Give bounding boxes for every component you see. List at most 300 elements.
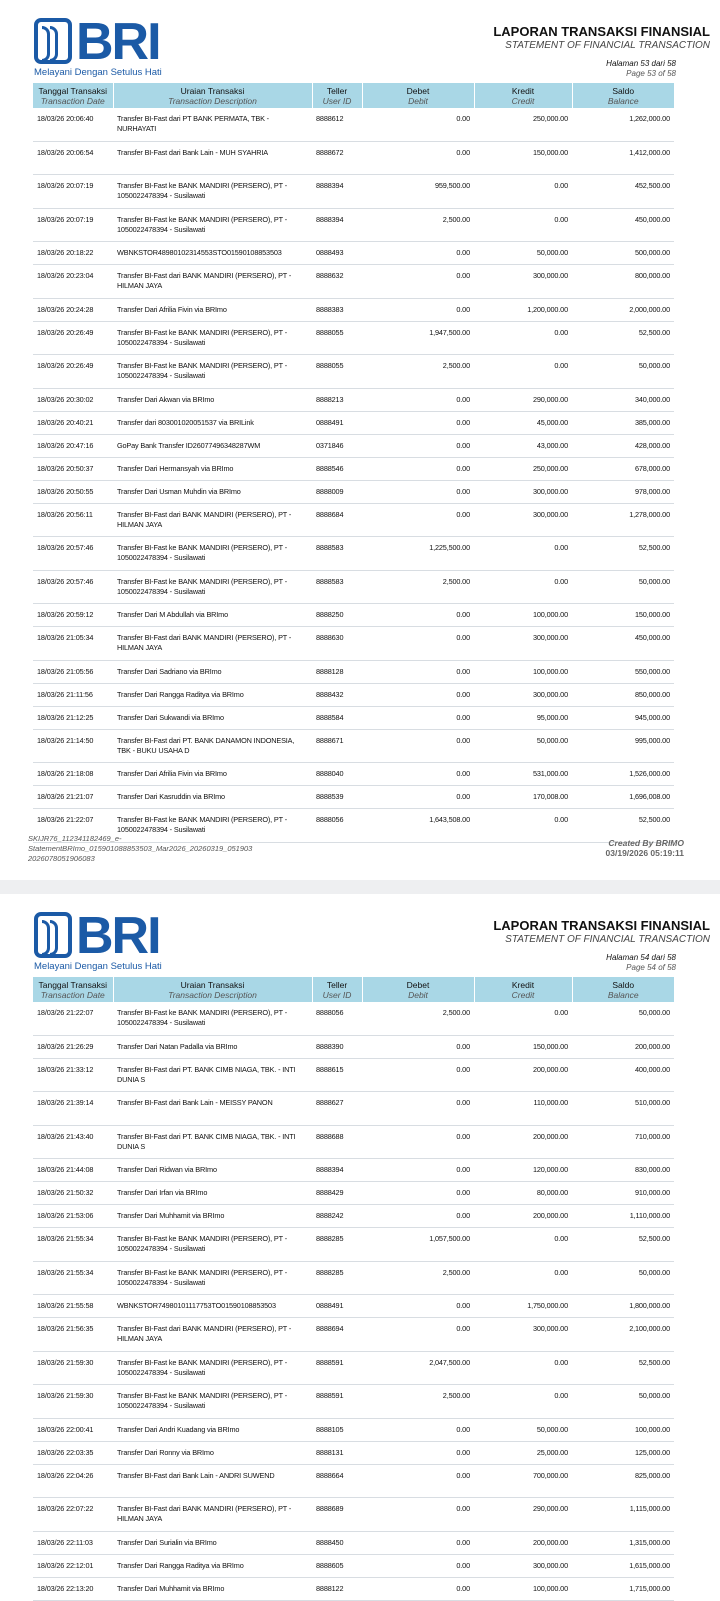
table-row [33,1125,674,1159]
cell-credit: 0.00 [474,355,572,389]
cell-desc: Transfer Dari Hermansyah via BRImo [113,457,312,480]
cell-teller: 8888539 [312,786,362,809]
cell-balance: 830,000.00 [572,1159,674,1182]
column-header-date [33,977,113,1002]
cell-desc: Transfer BI-Fast ke BANK MANDIRI (PERSERO), PT - 1050022478394 - Susilawati [113,537,312,571]
cell-balance: 1,115,000.00 [572,1498,674,1532]
column-label: Tanggal Transaksi [38,979,107,990]
cell-desc: Transfer BI-Fast ke BANK MANDIRI (PERSERO), PT - 1050022478394 - Susilawati [113,809,312,843]
cell-date: 18/03/26 21:59:30 [33,1385,113,1419]
table-row [33,1035,674,1058]
cell-teller: 8888627 [312,1092,362,1126]
cell-date: 18/03/26 21:55:34 [33,1228,113,1262]
cell-date: 18/03/26 20:47:16 [33,434,113,457]
created-at: 03/19/2026 05:19:11 [605,848,684,858]
cell-teller: 8888583 [312,570,362,604]
table-row [33,1002,674,1035]
cell-teller: 8888128 [312,660,362,683]
cell-balance: 910,000.00 [572,1182,674,1205]
cell-credit: 200,000.00 [474,1531,572,1554]
page-number-en: Page 54 of 58 [626,963,676,972]
cell-desc: Transfer Dari Ridwan via BRImo [113,1159,312,1182]
cell-date: 18/03/26 21:11:56 [33,683,113,706]
table-row [33,298,674,321]
table-header [33,977,674,1002]
cell-debit: 0.00 [362,729,474,763]
cell-desc: Transfer BI-Fast dari PT. BANK CIMB NIAGA, TBK. - INTI DUNIA S [113,1058,312,1092]
cell-date: 18/03/26 20:24:28 [33,298,113,321]
cell-credit: 290,000.00 [474,388,572,411]
cell-credit: 300,000.00 [474,480,572,503]
cell-date: 18/03/26 20:26:49 [33,321,113,355]
cell-credit: 290,000.00 [474,1498,572,1532]
cell-credit: 50,000.00 [474,1418,572,1441]
cell-date: 18/03/26 22:03:35 [33,1441,113,1464]
cell-credit: 43,000.00 [474,434,572,457]
file-id-line: 2026078051906083 [28,854,95,863]
cell-date: 18/03/26 21:26:29 [33,1035,113,1058]
table-row [33,1464,674,1498]
cell-credit: 100,000.00 [474,604,572,627]
cell-debit: 0.00 [362,1464,474,1498]
bri-logo [34,907,160,965]
cell-date: 18/03/26 22:11:03 [33,1531,113,1554]
cell-teller: 8888394 [312,1159,362,1182]
cell-desc: Transfer Dari Natan Padalla via BRImo [113,1035,312,1058]
cell-date: 18/03/26 22:12:01 [33,1554,113,1577]
cell-desc: Transfer BI-Fast dari Bank Lain - MUH SYAHRIA [113,141,312,175]
cell-debit: 0.00 [362,434,474,457]
cell-credit: 700,000.00 [474,1464,572,1498]
table-row [33,434,674,457]
cell-date: 18/03/26 20:26:49 [33,355,113,389]
cell-date: 18/03/26 21:12:25 [33,706,113,729]
cell-debit: 0.00 [362,604,474,627]
cell-credit: 50,000.00 [474,729,572,763]
cell-debit: 0.00 [362,1418,474,1441]
cell-desc: Transfer Dari Irfan via BRImo [113,1182,312,1205]
cell-debit: 0.00 [362,503,474,537]
statement-file-id [28,834,252,864]
tagline: Melayani Dengan Setulus Hati [34,67,162,78]
column-label: Kredit [511,85,535,96]
cell-debit: 0.00 [362,1205,474,1228]
cell-credit: 0.00 [474,537,572,571]
table-row [33,1182,674,1205]
column-sublabel: Transaction Date [40,95,105,106]
cell-teller: 8888688 [312,1125,362,1159]
cell-date: 18/03/26 21:44:08 [33,1159,113,1182]
column-header-date [33,83,113,108]
table-row [33,1441,674,1464]
cell-credit: 300,000.00 [474,265,572,299]
table-row [33,1228,674,1262]
cell-balance: 125,000.00 [572,1441,674,1464]
cell-teller: 8888122 [312,1577,362,1600]
table-row [33,141,674,175]
cell-date: 18/03/26 20:50:55 [33,480,113,503]
cell-debit: 0.00 [362,1159,474,1182]
column-sublabel: Balance [607,989,639,1000]
cell-debit: 2,500.00 [362,1385,474,1419]
cell-desc: WBNKSTOR48980102314553STO01590108853503 [113,242,312,265]
cell-teller: 8888671 [312,729,362,763]
cell-teller: 8888689 [312,1498,362,1532]
table-row [33,457,674,480]
cell-teller: 8888664 [312,1464,362,1498]
cell-credit: 110,000.00 [474,1092,572,1126]
cell-balance: 1,110,000.00 [572,1205,674,1228]
cell-balance: 52,500.00 [572,809,674,843]
cell-credit: 200,000.00 [474,1058,572,1092]
column-header-balance [572,977,674,1002]
cell-date: 18/03/26 21:14:50 [33,729,113,763]
report-title-id: LAPORAN TRANSAKSI FINANSIAL [493,918,710,933]
cell-credit: 0.00 [474,208,572,242]
cell-teller: 8888672 [312,141,362,175]
cell-desc: Transfer Dari Rangga Raditya via BRImo [113,683,312,706]
cell-balance: 550,000.00 [572,660,674,683]
cell-credit: 200,000.00 [474,1205,572,1228]
cell-date: 18/03/26 21:55:34 [33,1261,113,1295]
page-number [606,953,676,973]
column-label: Debet [406,85,430,96]
cell-teller: 8888242 [312,1205,362,1228]
cell-balance: 150,000.00 [572,604,674,627]
cell-credit: 0.00 [474,321,572,355]
cell-date: 18/03/26 21:22:07 [33,809,113,843]
cell-teller: 8888390 [312,1035,362,1058]
cell-desc: Transfer Dari Akwan via BRImo [113,388,312,411]
cell-debit: 0.00 [362,1092,474,1126]
cell-desc: Transfer BI-Fast ke BANK MANDIRI (PERSERO), PT - 1050022478394 - Susilawati [113,355,312,389]
table-row [33,1295,674,1318]
table-row [33,1351,674,1385]
cell-teller: 8888056 [312,809,362,843]
logo-text: BRI [76,13,160,71]
table-row [33,1418,674,1441]
cell-date: 18/03/26 20:50:37 [33,457,113,480]
cell-credit: 300,000.00 [474,1318,572,1352]
created-info [606,838,684,858]
cell-date: 18/03/26 22:04:26 [33,1464,113,1498]
cell-teller: 8888056 [312,1002,362,1035]
table-row [33,265,674,299]
cell-date: 18/03/26 20:57:46 [33,570,113,604]
cell-desc: Transfer BI-Fast dari Bank Lain - ANDRI SUWEND [113,1464,312,1498]
cell-desc: Transfer BI-Fast dari PT. BANK DANAMON INDONESIA, TBK - BUKU USAHA D [113,729,312,763]
column-label: Uraian Transaksi [180,85,245,96]
cell-teller: 8888591 [312,1385,362,1419]
cell-date: 18/03/26 20:18:22 [33,242,113,265]
table-row [33,321,674,355]
page-number [606,59,676,79]
cell-debit: 2,047,500.00 [362,1351,474,1385]
cell-desc: Transfer BI-Fast dari BANK MANDIRI (PERSERO), PT - HILMAN JAYA [113,627,312,661]
cell-date: 18/03/26 21:05:34 [33,627,113,661]
cell-balance: 52,500.00 [572,1228,674,1262]
cell-debit: 0.00 [362,1182,474,1205]
cell-balance: 1,696,008.00 [572,786,674,809]
cell-balance: 1,615,000.00 [572,1554,674,1577]
cell-desc: Transfer Dari Ronny via BRImo [113,1441,312,1464]
cell-debit: 0.00 [362,1577,474,1600]
cell-desc: Transfer Dari Sadriano via BRImo [113,660,312,683]
table-row [33,108,674,141]
cell-desc: Transfer Dari Afrilia Fivin via BRImo [113,298,312,321]
table-row [33,175,674,209]
cell-teller: 8888250 [312,604,362,627]
cell-date: 18/03/26 21:43:40 [33,1125,113,1159]
cell-desc: Transfer BI-Fast ke BANK MANDIRI (PERSERO), PT - 1050022478394 - Susilawati [113,1385,312,1419]
cell-desc: Transfer BI-Fast ke BANK MANDIRI (PERSERO), PT - 1050022478394 - Susilawati [113,321,312,355]
cell-balance: 52,500.00 [572,1351,674,1385]
cell-date: 18/03/26 21:05:56 [33,660,113,683]
cell-balance: 1,262,000.00 [572,108,674,141]
cell-debit: 0.00 [362,660,474,683]
cell-debit: 1,947,500.00 [362,321,474,355]
cell-desc: Transfer BI-Fast ke BANK MANDIRI (PERSERO), PT - 1050022478394 - Susilawati [113,570,312,604]
column-header-teller [312,977,362,1002]
cell-teller: 8888615 [312,1058,362,1092]
cell-desc: Transfer BI-Fast ke BANK MANDIRI (PERSERO), PT - 1050022478394 - Susilawati [113,1351,312,1385]
cell-date: 18/03/26 21:21:07 [33,786,113,809]
cell-credit: 0.00 [474,1002,572,1035]
cell-desc: Transfer BI-Fast dari PT. BANK CIMB NIAGA, TBK. - INTI DUNIA S [113,1125,312,1159]
report-title-id: LAPORAN TRANSAKSI FINANSIAL [493,24,710,39]
cell-desc: Transfer BI-Fast dari PT BANK PERMATA, TBK - NURHAYATI [113,108,312,141]
column-sublabel: Transaction Description [168,989,257,1000]
cell-balance: 710,000.00 [572,1125,674,1159]
cell-teller: 8888009 [312,480,362,503]
cell-balance: 850,000.00 [572,683,674,706]
cell-teller: 8888285 [312,1228,362,1262]
cell-balance: 50,000.00 [572,355,674,389]
column-header-desc [113,977,312,1002]
cell-date: 18/03/26 20:59:12 [33,604,113,627]
cell-desc: Transfer Dari Muhhamit via BRImo [113,1205,312,1228]
cell-date: 18/03/26 21:56:35 [33,1318,113,1352]
cell-credit: 0.00 [474,1261,572,1295]
cell-teller: 8888383 [312,298,362,321]
cell-date: 18/03/26 21:50:32 [33,1182,113,1205]
cell-debit: 0.00 [362,786,474,809]
report-title-en: STATEMENT OF FINANCIAL TRANSACTION [505,934,710,945]
cell-debit: 1,057,500.00 [362,1228,474,1262]
cell-date: 18/03/26 21:18:08 [33,763,113,786]
statement-page [0,894,720,1593]
column-sublabel: Debit [408,989,428,1000]
cell-teller: 0888491 [312,1295,362,1318]
cell-credit: 1,750,000.00 [474,1295,572,1318]
table-row [33,570,674,604]
column-label: Tanggal Transaksi [38,85,107,96]
cell-balance: 428,000.00 [572,434,674,457]
table-row [33,1058,674,1092]
cell-desc: Transfer dari 803001020051537 via BRILink [113,411,312,434]
cell-credit: 250,000.00 [474,457,572,480]
cell-credit: 170,008.00 [474,786,572,809]
cell-debit: 0.00 [362,108,474,141]
cell-desc: GoPay Bank Transfer ID26077496348287WM [113,434,312,457]
cell-teller: 8888213 [312,388,362,411]
column-header-credit [474,83,572,108]
cell-balance: 2,000,000.00 [572,298,674,321]
cell-teller: 8888394 [312,208,362,242]
cell-teller: 8888583 [312,537,362,571]
table-row [33,1498,674,1532]
cell-debit: 0.00 [362,763,474,786]
cell-credit: 0.00 [474,1351,572,1385]
cell-debit: 0.00 [362,683,474,706]
bri-logo-icon [34,18,72,64]
column-header-credit [474,977,572,1002]
cell-desc: Transfer BI-Fast ke BANK MANDIRI (PERSERO), PT - 1050022478394 - Susilawati [113,1261,312,1295]
cell-balance: 2,100,000.00 [572,1318,674,1352]
cell-debit: 0.00 [362,1498,474,1532]
cell-credit: 100,000.00 [474,1577,572,1600]
cell-debit: 2,500.00 [362,570,474,604]
table-row [33,729,674,763]
page-number-en: Page 53 of 58 [626,69,676,78]
cell-balance: 100,000.00 [572,1418,674,1441]
cell-teller: 8888684 [312,503,362,537]
cell-desc: Transfer Dari Muhhamit via BRImo [113,1577,312,1600]
cell-desc: Transfer BI-Fast dari BANK MANDIRI (PERSERO), PT - HILMAN JAYA [113,265,312,299]
report-title-en: STATEMENT OF FINANCIAL TRANSACTION [505,40,710,51]
column-label: Debet [406,979,430,990]
cell-credit: 0.00 [474,1228,572,1262]
file-id-line: SKIJR76_112341182469_e- [28,834,122,843]
table-row [33,388,674,411]
cell-credit: 25,000.00 [474,1441,572,1464]
cell-debit: 959,500.00 [362,175,474,209]
cell-balance: 52,500.00 [572,321,674,355]
cell-desc: Transfer Dari Surialin via BRImo [113,1531,312,1554]
cell-credit: 300,000.00 [474,627,572,661]
cell-credit: 80,000.00 [474,1182,572,1205]
cell-debit: 1,643,508.00 [362,809,474,843]
cell-date: 18/03/26 20:23:04 [33,265,113,299]
cell-date: 18/03/26 21:53:06 [33,1205,113,1228]
report-title [493,918,710,945]
cell-date: 18/03/26 21:59:30 [33,1351,113,1385]
cell-balance: 340,000.00 [572,388,674,411]
cell-balance: 945,000.00 [572,706,674,729]
cell-desc: Transfer BI-Fast dari Bank Lain - MEISSY PANON [113,1092,312,1126]
cell-credit: 50,000.00 [474,242,572,265]
column-label: Saldo [612,85,635,96]
cell-date: 18/03/26 20:06:54 [33,141,113,175]
cell-balance: 50,000.00 [572,570,674,604]
cell-teller: 8888432 [312,683,362,706]
cell-balance: 52,500.00 [572,537,674,571]
column-header-teller [312,83,362,108]
cell-balance: 385,000.00 [572,411,674,434]
column-header-balance [572,83,674,108]
cell-credit: 150,000.00 [474,141,572,175]
column-sublabel: Credit [511,989,535,1000]
cell-teller: 8888632 [312,265,362,299]
cell-teller: 8888285 [312,1261,362,1295]
cell-teller: 8888055 [312,355,362,389]
cell-date: 18/03/26 20:57:46 [33,537,113,571]
table-row [33,1092,674,1126]
cell-balance: 450,000.00 [572,627,674,661]
cell-credit: 531,000.00 [474,763,572,786]
cell-balance: 825,000.00 [572,1464,674,1498]
cell-credit: 45,000.00 [474,411,572,434]
cell-balance: 50,000.00 [572,1002,674,1035]
bri-logo-icon [34,912,72,958]
cell-debit: 1,225,500.00 [362,537,474,571]
cell-debit: 0.00 [362,411,474,434]
cell-desc: Transfer Dari Afrilia Fivin via BRImo [113,763,312,786]
cell-desc: Transfer BI-Fast dari BANK MANDIRI (PERSERO), PT - HILMAN JAYA [113,1498,312,1532]
report-title [493,24,710,51]
cell-debit: 0.00 [362,1035,474,1058]
cell-teller: 0888491 [312,411,362,434]
cell-date: 18/03/26 21:33:12 [33,1058,113,1092]
cell-debit: 0.00 [362,480,474,503]
cell-desc: Transfer BI-Fast ke BANK MANDIRI (PERSERO), PT - 1050022478394 - Susilawati [113,1002,312,1035]
cell-teller: 8888694 [312,1318,362,1352]
cell-debit: 0.00 [362,1058,474,1092]
cell-date: 18/03/26 20:06:40 [33,108,113,141]
table-header [33,83,674,108]
transactions-table [33,83,674,843]
page-number-id: Halaman 53 dari 58 [606,59,676,68]
cell-balance: 978,000.00 [572,480,674,503]
table-row [33,604,674,627]
cell-teller: 8888105 [312,1418,362,1441]
cell-teller: 8888394 [312,175,362,209]
cell-date: 18/03/26 22:07:22 [33,1498,113,1532]
column-header-desc [113,83,312,108]
cell-balance: 800,000.00 [572,265,674,299]
bri-logo [34,13,160,71]
cell-debit: 0.00 [362,141,474,175]
cell-credit: 0.00 [474,809,572,843]
table-row [33,1531,674,1554]
cell-balance: 995,000.00 [572,729,674,763]
cell-debit: 0.00 [362,457,474,480]
cell-teller: 8888429 [312,1182,362,1205]
cell-teller: 8888040 [312,763,362,786]
cell-credit: 250,000.00 [474,108,572,141]
cell-debit: 0.00 [362,1531,474,1554]
cell-date: 18/03/26 20:07:19 [33,208,113,242]
table-row [33,480,674,503]
logo-text: BRI [76,907,160,965]
cell-debit: 0.00 [362,1295,474,1318]
cell-teller: 8888546 [312,457,362,480]
cell-credit: 120,000.00 [474,1159,572,1182]
column-sublabel: Credit [511,95,535,106]
cell-credit: 300,000.00 [474,1554,572,1577]
cell-desc: Transfer BI-Fast dari BANK MANDIRI (PERSERO), PT - HILMAN JAYA [113,1318,312,1352]
table-row [33,1261,674,1295]
cell-date: 18/03/26 22:13:20 [33,1577,113,1600]
table-row [33,1159,674,1182]
column-sublabel: Transaction Description [168,95,257,106]
cell-date: 18/03/26 20:40:21 [33,411,113,434]
cell-credit: 100,000.00 [474,660,572,683]
cell-balance: 400,000.00 [572,1058,674,1092]
cell-teller: 8888612 [312,108,362,141]
cell-credit: 0.00 [474,175,572,209]
cell-date: 18/03/26 21:22:07 [33,1002,113,1035]
